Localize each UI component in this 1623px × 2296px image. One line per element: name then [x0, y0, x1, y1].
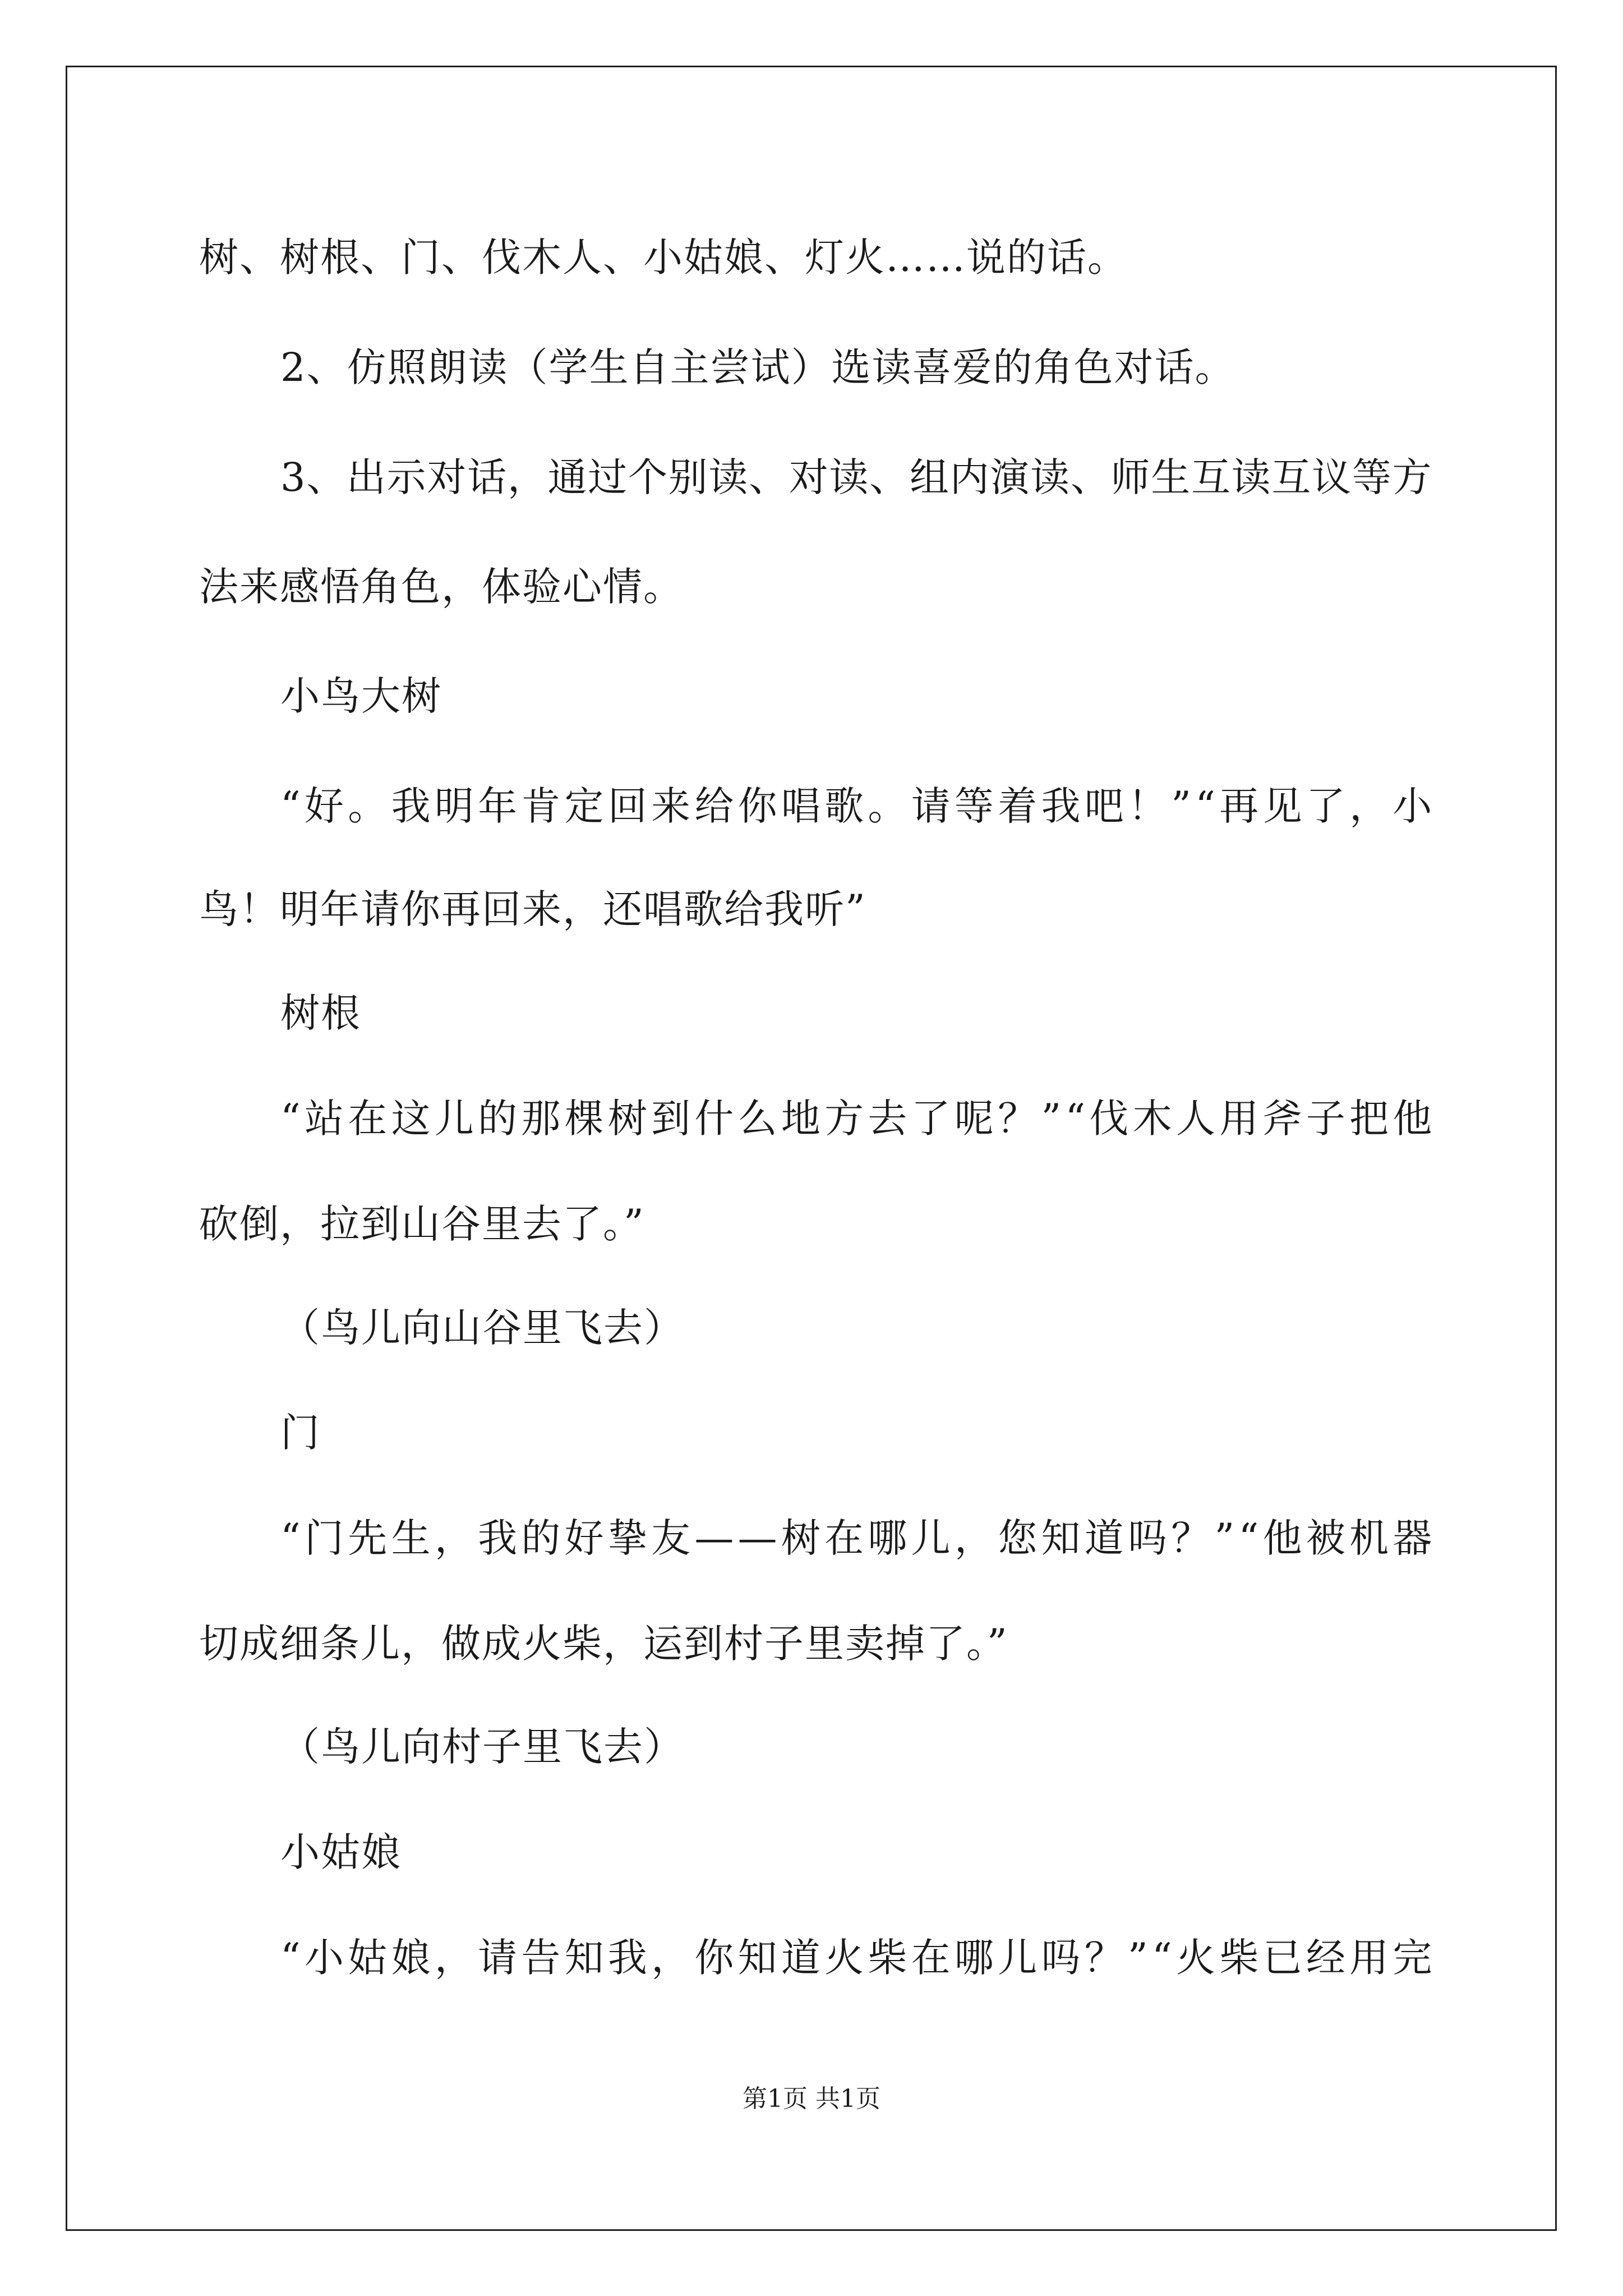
text-line: 3、出示对话，通过个别读、对读、组内演读、师生互读互议等方 — [280, 454, 1433, 500]
text-line: （鸟儿向山谷里飞去） — [280, 1305, 684, 1351]
page-footer: 第1页 共1页 — [743, 2085, 880, 2113]
text-line: 树根 — [280, 990, 361, 1036]
text-line: 切成细条儿，做成火柴，运到村子里卖掉了。” — [199, 1621, 1008, 1667]
text-line: “小姑娘，请告知我，你知道火柴在哪儿吗？”“火柴已经用完 — [280, 1935, 1436, 1981]
text-line: 2、仿照朗读（学生自主尝试）选读喜爱的角色对话。 — [280, 344, 1235, 390]
text-line: “好。我明年肯定回来给你唱歌。请等着我吧！”“再见了，小 — [280, 783, 1436, 829]
text-line: 砍倒，拉到山谷里去了。” — [199, 1201, 645, 1247]
text-line: 门 — [280, 1410, 321, 1456]
text-line: 小鸟大树 — [280, 673, 442, 719]
text-line: “站在这儿的那棵树到什么地方去了呢？”“伐木人用斧子把他 — [280, 1096, 1436, 1142]
text-line: 小姑娘 — [280, 1829, 402, 1875]
text-line: 树、树根、门、伐木人、小姑娘、灯火……说的话。 — [199, 234, 1128, 280]
text-line: “门先生，我的好挚友——树在哪儿，您知道吗？”“他被机器 — [280, 1515, 1436, 1561]
text-line: 法来感悟角色，体验心情。 — [199, 564, 684, 610]
text-line: 鸟！明年请你再回来，还唱歌给我听” — [199, 886, 866, 932]
text-line: （鸟儿向村子里飞去） — [280, 1724, 684, 1770]
